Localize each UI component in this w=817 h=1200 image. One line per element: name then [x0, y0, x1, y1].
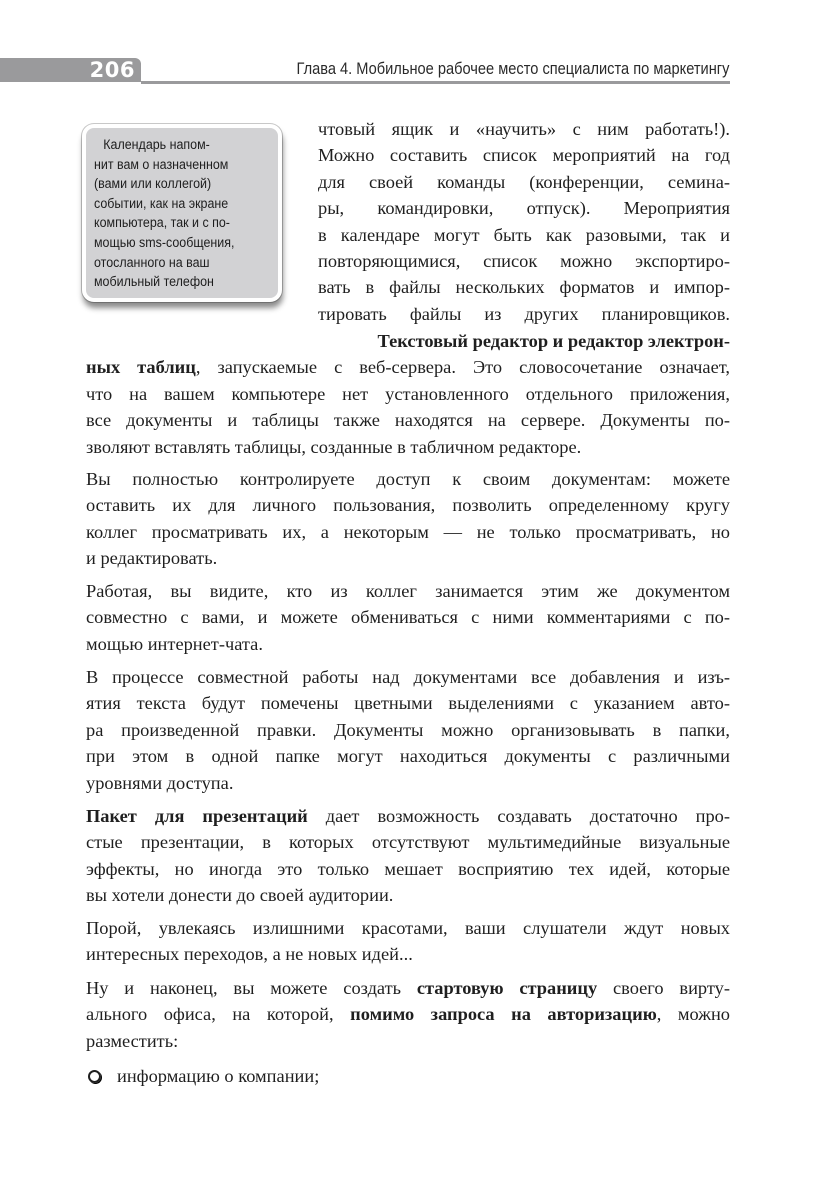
text-line: коллег просматривать их, а некоторым — не только просматривать, но: [86, 521, 730, 542]
text-line: Работая, вы видите, кто из коллег занимается этим же документом: [86, 581, 730, 601]
header-rule: [141, 81, 730, 84]
text-span: , запускаемые с веб-сервера. Это словосочетание означает,: [195, 357, 730, 378]
text-line: при этом в одной папке могут находиться документы с различными: [86, 746, 730, 767]
text-line: что на вашем компьютере нет установленного отдельного приложения,: [86, 383, 730, 404]
paragraph-tracking: [86, 664, 730, 796]
text-line: повторяющимися, список можно экспортиро-: [318, 250, 730, 271]
text-line: Вы полностью контролируете доступ к своим документам: можете: [86, 469, 730, 489]
text-line: уровнями доступа.: [86, 772, 234, 793]
paragraph-editors: [86, 328, 730, 460]
paragraph-access: [86, 466, 730, 572]
page-number-tab: [0, 58, 141, 82]
list-item-text: информацию о компании;: [117, 1066, 320, 1086]
intro-column: [318, 116, 730, 327]
bold-term: ных таблиц: [86, 357, 196, 378]
text-line: зволяют вставлять таблицы, созданные в табличном редакторе.: [86, 436, 582, 457]
text-line: для своей команды (конференции, семина-: [318, 171, 730, 192]
text-line: эффекты, но иногда это только мешает восприятию тех идей, которые: [86, 858, 730, 879]
paragraph-effects: [86, 915, 730, 968]
list-item: [86, 1063, 319, 1089]
text-line: ятия текста будут помечены цветными выделениями с указанием авто-: [86, 693, 730, 714]
text-line: вать в файлы нескольких форматов и импор-: [318, 277, 730, 298]
bold-term: Текстовый редактор и редактор электрон-: [377, 331, 730, 351]
note-line: отосланного на ваш: [94, 254, 210, 270]
text-span: своего вирту-: [597, 978, 730, 998]
note-line: мобильный телефон: [94, 274, 214, 290]
text-line: стые презентации, в которых отсутствуют мультимедийные визуальные: [86, 832, 730, 853]
text-line: и редактировать.: [86, 548, 218, 569]
text-span: дает возможность создавать достаточно про-: [307, 806, 730, 826]
text-line: вы хотели донести до своей аудитории.: [86, 885, 394, 906]
sidebar-note: [82, 124, 282, 302]
text-line: в календаре могут быть как разовыми, так и: [318, 224, 730, 245]
text-line: разместить:: [86, 1030, 179, 1051]
text-line: оставить их для личного пользования, позволить определенному кругу: [86, 495, 730, 516]
text-line: интересных переходов, а не новых идей...: [86, 944, 413, 965]
text-line: Порой, увлекаясь излишними красотами, ваши слушатели ждут новых: [86, 918, 730, 938]
bullet-list: [86, 1063, 319, 1089]
note-line: Календарь напом-: [103, 137, 210, 152]
text-line: Можно составить список мероприятий на год: [318, 145, 730, 166]
text-line: ры, командировки, отпуск). Мероприятия: [318, 198, 730, 219]
bold-term: помимо запроса на авторизацию: [350, 1004, 657, 1025]
bold-term: Пакет для презентаций: [86, 806, 308, 826]
note-line: (вами или коллегой): [94, 176, 212, 192]
text-span: ального офиса, на которой,: [86, 1004, 351, 1025]
text-line: ра произведенной правки. Документы можно организовывать в папки,: [86, 719, 730, 740]
hollow-circle-bullet-icon: [88, 1070, 101, 1083]
running-header: [0, 58, 817, 86]
paragraph-presentations: [86, 803, 730, 909]
page-number: 206: [89, 58, 135, 82]
note-line: событии, как на экране: [94, 195, 229, 211]
text-line: совместно с вами, и можете обмениваться с ними комментариями с по-: [86, 607, 730, 628]
note-line: компьютера, так и с по-: [94, 215, 230, 231]
paragraph-collab: [86, 578, 730, 657]
text-span: , можно: [656, 1004, 730, 1025]
bold-term: стартовую страницу: [416, 978, 598, 998]
text-line: тировать файлы из других планировщиков.: [318, 303, 730, 324]
note-line: нит вам о назначенном: [94, 156, 229, 172]
note-line: мощью sms-сообщения,: [94, 234, 235, 250]
chapter-title: Глава 4. Мобильное рабочее место специалиста по маркетингу: [296, 59, 729, 78]
text-line: все документы и таблицы также находятся на сервере. Документы по-: [86, 410, 730, 431]
paragraph-start-page: [86, 975, 730, 1054]
text-line: мощью интернет-чата.: [86, 633, 263, 654]
text-line: чтовый ящик и «научить» с ним работать!).: [318, 119, 730, 139]
text-span: Ну и наконец, вы можете создать: [86, 978, 417, 998]
text-line: В процессе совместной работы над документами все добавления и изъ-: [86, 667, 730, 687]
